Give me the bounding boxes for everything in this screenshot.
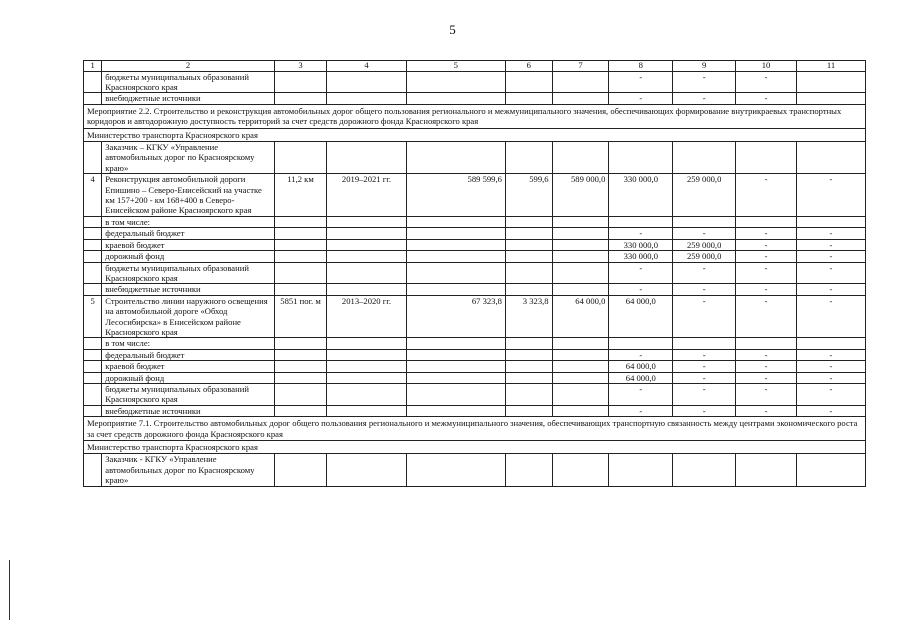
table-cell (406, 142, 505, 174)
column-header-6: 6 (505, 61, 552, 72)
table-cell (505, 338, 552, 349)
table-cell (406, 383, 505, 405)
table-cell (327, 228, 406, 239)
table-row (84, 295, 866, 338)
table-cell: 64 000,0 (552, 295, 609, 338)
table-cell (274, 239, 327, 250)
table-cell (552, 93, 609, 104)
row-label-cell: федеральный бюджет (102, 349, 274, 360)
table-cell (84, 383, 102, 405)
table-cell: 4 (84, 174, 102, 217)
table-cell: - (796, 405, 865, 416)
table-cell: 330 000,0 (609, 174, 673, 217)
table-cell: - (736, 361, 797, 372)
table-cell (327, 349, 406, 360)
table-cell: - (736, 383, 797, 405)
table-cell: 67 323,8 (406, 295, 505, 338)
table-cell (274, 71, 327, 93)
table-cell: 64 000,0 (609, 295, 673, 338)
table-row (84, 361, 866, 372)
table-cell: - (673, 295, 736, 338)
table-cell (505, 383, 552, 405)
table-cell (736, 216, 797, 227)
row-label-cell: внебюджетные источники (102, 405, 274, 416)
table-cell (673, 216, 736, 227)
table-cell (505, 284, 552, 295)
table-cell (327, 239, 406, 250)
table-row (84, 372, 866, 383)
table-cell (505, 239, 552, 250)
table-cell (505, 454, 552, 486)
table-cell: 259 000,0 (673, 174, 736, 217)
table-cell: 589 599,6 (406, 174, 505, 217)
table-cell: 330 000,0 (609, 239, 673, 250)
table-cell (406, 251, 505, 262)
table-cell (274, 216, 327, 227)
table-cell: 64 000,0 (609, 372, 673, 383)
table-cell (552, 262, 609, 284)
table-cell: 5851 пог. м (274, 295, 327, 338)
table-cell: - (673, 372, 736, 383)
table-cell (406, 405, 505, 416)
table-header-row (84, 61, 866, 72)
table-cell: - (796, 228, 865, 239)
row-label-cell: Реконструкция автомобильной дороги Епишино – Северо-Енисейский на участке км 157+200 - км 168+400 в Северо-Енисейском районе Красноярского края (102, 174, 274, 217)
table-cell (327, 361, 406, 372)
table-cell: - (736, 349, 797, 360)
table-cell (274, 284, 327, 295)
table-cell: - (609, 71, 673, 93)
table-cell: - (736, 284, 797, 295)
table-cell: - (673, 284, 736, 295)
table-cell (552, 251, 609, 262)
table-cell (274, 262, 327, 284)
table-cell: - (796, 262, 865, 284)
table-cell (609, 216, 673, 227)
table-cell (552, 383, 609, 405)
table-cell: 3 323,8 (505, 295, 552, 338)
section-row (84, 128, 866, 141)
table-cell (552, 239, 609, 250)
row-label-cell: дорожный фонд (102, 251, 274, 262)
table-cell: - (673, 361, 736, 372)
table-cell (406, 216, 505, 227)
table-cell: - (736, 228, 797, 239)
table-cell (406, 349, 505, 360)
table-cell (552, 228, 609, 239)
table-cell: - (609, 405, 673, 416)
table-cell (406, 239, 505, 250)
table-cell: - (673, 405, 736, 416)
table-cell: - (609, 349, 673, 360)
table-cell (736, 142, 797, 174)
table-cell (505, 372, 552, 383)
table-cell (406, 372, 505, 383)
table-cell: 2013–2020 гг. (327, 295, 406, 338)
table-cell: - (609, 284, 673, 295)
table-cell (84, 251, 102, 262)
table-cell: - (796, 251, 865, 262)
table-cell: - (673, 71, 736, 93)
column-header-5: 5 (406, 61, 505, 72)
row-label-cell: краевой бюджет (102, 361, 274, 372)
table-cell (327, 251, 406, 262)
row-label-cell: внебюджетные источники (102, 93, 274, 104)
table-cell (609, 142, 673, 174)
table-cell (552, 338, 609, 349)
table-row (84, 93, 866, 104)
table-cell (796, 93, 865, 104)
section-title: Министерство транспорта Красноярского края (84, 441, 866, 454)
table-cell: - (796, 284, 865, 295)
table-cell (673, 454, 736, 486)
table-row (84, 142, 866, 174)
table-cell (673, 338, 736, 349)
column-header-1: 1 (84, 61, 102, 72)
table-cell: - (673, 383, 736, 405)
table-cell: 11,2 км (274, 174, 327, 217)
table-row (84, 349, 866, 360)
table-cell (84, 284, 102, 295)
table-cell: - (736, 71, 797, 93)
table-cell: - (736, 295, 797, 338)
row-label-cell: Заказчик – КГКУ «Управление автомобильных дорог по Красноярскому краю» (102, 142, 274, 174)
row-label-cell: краевой бюджет (102, 239, 274, 250)
table-cell: - (736, 262, 797, 284)
row-label-cell: бюджеты муниципальных образований Красноярского края (102, 383, 274, 405)
table-cell (406, 361, 505, 372)
table-cell: - (796, 174, 865, 217)
table-cell (552, 405, 609, 416)
table-cell: 330 000,0 (609, 251, 673, 262)
table-cell (406, 338, 505, 349)
table-cell (552, 216, 609, 227)
section-title: Мероприятие 7.1. Строительство автомобильных дорог общего пользования регионального и межмуниципального значения, обеспечивающих транспортную связанность между центрами экономического роста за счет средств дорожного фонда Красноярского края (84, 417, 866, 441)
table-cell (84, 216, 102, 227)
table-cell (274, 349, 327, 360)
table-cell: 2019–2021 гг. (327, 174, 406, 217)
table-cell: 64 000,0 (609, 361, 673, 372)
table-row (84, 284, 866, 295)
table-cell: - (796, 295, 865, 338)
table-row (84, 262, 866, 284)
table-cell: - (673, 228, 736, 239)
table-cell (84, 262, 102, 284)
table-cell (327, 216, 406, 227)
table-cell (406, 228, 505, 239)
table-cell: - (609, 228, 673, 239)
section-row (84, 441, 866, 454)
row-label-cell: в том числе: (102, 338, 274, 349)
table-cell: - (736, 239, 797, 250)
section-title: Мероприятие 2.2. Строительство и реконструкция автомобильных дорог общего пользования регионального и межмуниципального значения, обеспечивающих формирование внутрикраевых транспортных коридоров и автодорожную доступность территорий за счет средств дорожного фонда Красноярского края (84, 104, 866, 128)
table-cell (327, 454, 406, 486)
budget-table (83, 60, 866, 487)
table-cell (327, 372, 406, 383)
table-cell (84, 372, 102, 383)
table-cell (552, 71, 609, 93)
table-cell (673, 142, 736, 174)
table-cell (796, 338, 865, 349)
table-cell (274, 228, 327, 239)
table-cell (796, 216, 865, 227)
row-label-cell: Заказчик - КГКУ «Управление автомобильных дорог по Красноярскому краю» (102, 454, 274, 486)
table-cell: - (609, 93, 673, 104)
page-number: 5 (449, 22, 456, 37)
row-label-cell: бюджеты муниципальных образований Красноярского края (102, 262, 274, 284)
table-cell (84, 349, 102, 360)
row-label-cell: в том числе: (102, 216, 274, 227)
table-cell (552, 372, 609, 383)
table-cell: 5 (84, 295, 102, 338)
column-header-8: 8 (609, 61, 673, 72)
column-header-10: 10 (736, 61, 797, 72)
table-cell (274, 361, 327, 372)
table-cell (406, 93, 505, 104)
table-cell (274, 383, 327, 405)
table-cell: - (736, 372, 797, 383)
row-label-cell: бюджеты муниципальных образований Красноярского края (102, 71, 274, 93)
table-cell (505, 142, 552, 174)
table-cell (552, 284, 609, 295)
table-cell: - (609, 262, 673, 284)
column-header-2: 2 (102, 61, 274, 72)
table-cell: - (609, 383, 673, 405)
table-cell (84, 142, 102, 174)
row-label-cell: Строительство линии наружного освещения на автомобильной дороге «Обход Лесосибирска» в Енисейском районе Красноярского края (102, 295, 274, 338)
table-cell (406, 262, 505, 284)
column-header-3: 3 (274, 61, 327, 72)
table-cell (274, 93, 327, 104)
column-header-7: 7 (552, 61, 609, 72)
table-cell (327, 383, 406, 405)
table-cell (327, 262, 406, 284)
table-row (84, 405, 866, 416)
column-header-11: 11 (796, 61, 865, 72)
table-cell (84, 454, 102, 486)
table-row (84, 251, 866, 262)
table-cell (552, 361, 609, 372)
table-cell (274, 338, 327, 349)
table-row (84, 454, 866, 486)
table-cell: 259 000,0 (673, 251, 736, 262)
table-cell (327, 71, 406, 93)
table-row (84, 71, 866, 93)
table-cell (552, 349, 609, 360)
table-cell (274, 251, 327, 262)
table-cell (327, 405, 406, 416)
table-row (84, 174, 866, 217)
table-cell (796, 71, 865, 93)
section-row (84, 104, 866, 128)
table-cell: - (796, 383, 865, 405)
scan-edge-mark (9, 560, 10, 620)
table-cell: - (736, 405, 797, 416)
table-cell: - (796, 349, 865, 360)
section-row (84, 417, 866, 441)
table-row (84, 383, 866, 405)
table-cell (84, 228, 102, 239)
table-cell (84, 239, 102, 250)
table-cell (736, 454, 797, 486)
row-label-cell: внебюджетные источники (102, 284, 274, 295)
table-cell (505, 405, 552, 416)
table-cell (406, 454, 505, 486)
table-cell (552, 142, 609, 174)
table-cell: - (736, 93, 797, 104)
table-row (84, 239, 866, 250)
table-cell (84, 405, 102, 416)
table-cell: 599,6 (505, 174, 552, 217)
table-cell (327, 142, 406, 174)
table-cell (274, 142, 327, 174)
table-cell (505, 361, 552, 372)
table-row (84, 228, 866, 239)
table-cell (505, 251, 552, 262)
table-cell (505, 93, 552, 104)
table-cell (796, 454, 865, 486)
table-cell (84, 71, 102, 93)
table-cell (274, 372, 327, 383)
table-cell: - (673, 349, 736, 360)
table-cell: - (673, 262, 736, 284)
table-cell (796, 142, 865, 174)
table-row (84, 338, 866, 349)
table-cell (505, 262, 552, 284)
table-cell (274, 405, 327, 416)
table-cell: - (796, 239, 865, 250)
table-cell (505, 228, 552, 239)
table-cell (327, 284, 406, 295)
table-cell (406, 71, 505, 93)
table-cell: - (673, 93, 736, 104)
row-label-cell: дорожный фонд (102, 372, 274, 383)
table-cell (609, 454, 673, 486)
table-cell (84, 338, 102, 349)
column-header-9: 9 (673, 61, 736, 72)
table-row (84, 216, 866, 227)
table-cell (505, 216, 552, 227)
table-cell: - (796, 372, 865, 383)
table-cell: 259 000,0 (673, 239, 736, 250)
table-cell: - (736, 174, 797, 217)
table-cell (609, 338, 673, 349)
table-cell: - (736, 251, 797, 262)
section-title: Министерство транспорта Красноярского края (84, 128, 866, 141)
column-header-4: 4 (327, 61, 406, 72)
table-cell (274, 454, 327, 486)
table-cell (327, 93, 406, 104)
table-cell (84, 361, 102, 372)
table-cell: 589 000,0 (552, 174, 609, 217)
table-cell (505, 349, 552, 360)
table-cell: - (796, 361, 865, 372)
table-cell (327, 338, 406, 349)
table-cell (84, 93, 102, 104)
table-cell (505, 71, 552, 93)
table-cell (736, 338, 797, 349)
table-cell (552, 454, 609, 486)
row-label-cell: федеральный бюджет (102, 228, 274, 239)
table-cell (406, 284, 505, 295)
